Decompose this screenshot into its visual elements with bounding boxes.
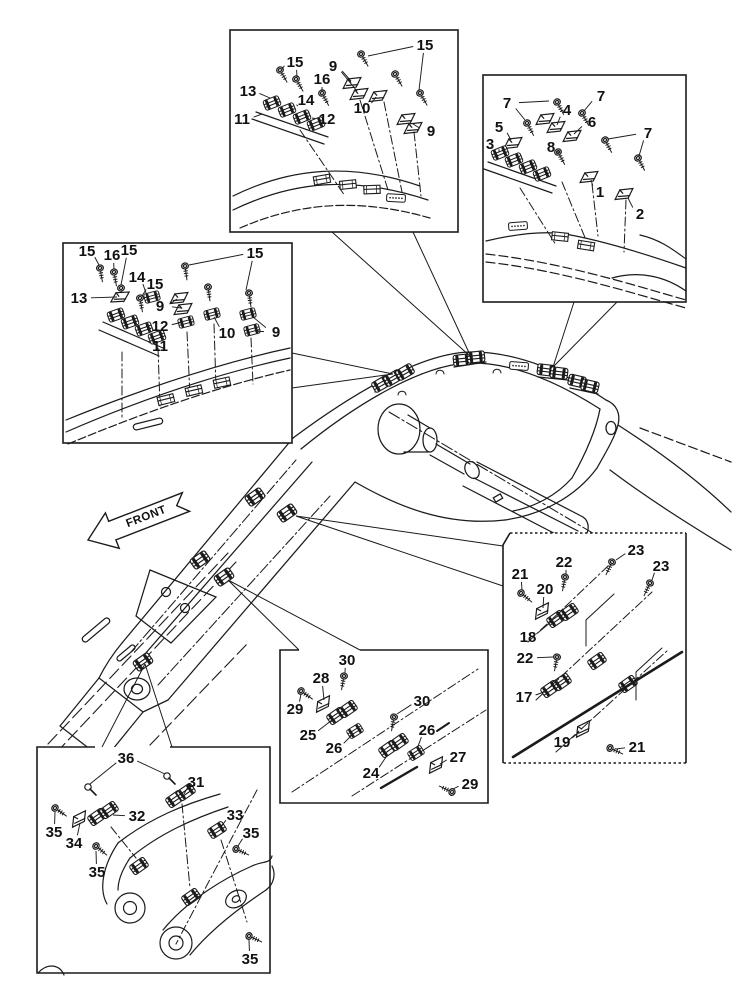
callout-box-bottom-left-34: 34 bbox=[65, 835, 83, 852]
callout-box-mid-left-15: 15 bbox=[120, 242, 138, 259]
callout-box-bottom-right-22: 22 bbox=[555, 554, 573, 571]
callout-box-bottom-right-18: 18 bbox=[519, 629, 537, 646]
callout-box-top-left-9: 9 bbox=[328, 58, 338, 75]
callout-box-bottom-right-21: 21 bbox=[628, 739, 646, 756]
boom-foot-bracket bbox=[81, 570, 216, 712]
callout-box-bottom-right-23: 23 bbox=[652, 558, 670, 575]
callout-box-mid-left-15: 15 bbox=[246, 245, 264, 262]
callout-box-mid-left-9: 9 bbox=[271, 324, 281, 341]
callout-box-top-left-15: 15 bbox=[416, 37, 434, 54]
callout-box-top-right-7: 7 bbox=[596, 88, 606, 105]
callout-box-bottom-right-22: 22 bbox=[516, 650, 534, 667]
callout-box-bottom-left-35: 35 bbox=[241, 951, 259, 968]
callout-box-mid-left-14: 14 bbox=[128, 269, 146, 286]
arm-section bbox=[610, 425, 731, 550]
callout-box-bottom-left-35: 35 bbox=[242, 825, 260, 842]
callout-box-bottom-center-29: 29 bbox=[461, 776, 479, 793]
callout-box-bottom-left-31: 31 bbox=[187, 774, 205, 791]
callout-box-top-left-10: 10 bbox=[353, 100, 371, 117]
front-direction-arrow bbox=[88, 493, 190, 549]
callout-box-mid-left-16: 16 bbox=[103, 247, 121, 264]
boom-top-clamps bbox=[371, 351, 600, 394]
callout-box-top-left-14: 14 bbox=[297, 92, 315, 109]
callout-box-bottom-left-35: 35 bbox=[45, 824, 63, 841]
callout-box-top-left-11: 11 bbox=[234, 111, 250, 128]
callout-box-bottom-left-35: 35 bbox=[88, 864, 106, 881]
callout-box-bottom-left-33: 33 bbox=[226, 807, 244, 824]
callout-box-mid-left-15: 15 bbox=[78, 243, 96, 260]
callout-leader-21 bbox=[522, 582, 523, 590]
callout-box-bottom-center-27: 27 bbox=[449, 749, 467, 766]
callout-box-top-left-12: 12 bbox=[318, 111, 336, 128]
callout-leader-12 bbox=[312, 118, 315, 119]
callout-box-top-left-16: 16 bbox=[313, 71, 331, 88]
callout-box-bottom-center-28: 28 bbox=[312, 670, 330, 687]
callout-box-top-right-7: 7 bbox=[502, 95, 512, 112]
callout-box-bottom-center-24: 24 bbox=[362, 765, 380, 782]
callout-box-bottom-left-36: 36 bbox=[117, 750, 135, 767]
callout-box-top-right-6: 6 bbox=[587, 114, 597, 131]
callout-box-bottom-right-23: 23 bbox=[627, 542, 645, 559]
box-bottom-left bbox=[37, 747, 270, 973]
callout-box-top-right-5: 5 bbox=[494, 119, 504, 136]
callout-box-mid-left-10: 10 bbox=[218, 325, 236, 342]
callout-leader-9 bbox=[255, 331, 264, 332]
callout-box-top-right-2: 2 bbox=[635, 206, 645, 223]
callout-box-bottom-right-17: 17 bbox=[515, 689, 533, 706]
box-top-left bbox=[230, 30, 458, 232]
callout-box-bottom-right-20: 20 bbox=[536, 581, 554, 598]
callout-box-mid-left-15: 15 bbox=[146, 276, 164, 293]
callout-box-top-right-8: 8 bbox=[546, 139, 556, 156]
callout-box-top-right-4: 4 bbox=[562, 102, 572, 119]
callout-box-bottom-left-32: 32 bbox=[128, 808, 146, 825]
callout-box-bottom-right-21: 21 bbox=[511, 566, 529, 583]
callout-box-top-right-3: 3 bbox=[485, 136, 495, 153]
box-mid-left bbox=[63, 243, 292, 443]
callout-box-top-right-7: 7 bbox=[643, 125, 653, 142]
callout-box-bottom-right-19: 19 bbox=[553, 734, 571, 751]
callout-box-mid-left-11: 11 bbox=[152, 338, 168, 355]
callout-box-bottom-center-29: 29 bbox=[286, 701, 304, 718]
callout-box-bottom-center-30: 30 bbox=[338, 652, 356, 669]
callout-box-top-left-15: 15 bbox=[286, 54, 304, 71]
callout-box-bottom-center-30: 30 bbox=[413, 693, 431, 710]
callout-box-bottom-center-25: 25 bbox=[299, 727, 317, 744]
boom-tip-hole bbox=[606, 422, 616, 435]
callout-box-mid-left-12: 12 bbox=[151, 318, 169, 335]
callout-box-top-right-1: 1 bbox=[595, 184, 605, 201]
callout-box-mid-left-9: 9 bbox=[155, 298, 165, 315]
callout-box-bottom-center-26: 26 bbox=[325, 740, 343, 757]
callout-box-top-left-9: 9 bbox=[426, 123, 436, 140]
front-label: FRONT bbox=[124, 503, 169, 531]
callout-box-bottom-center-26: 26 bbox=[418, 722, 436, 739]
callout-box-top-left-13: 13 bbox=[239, 83, 257, 100]
box-top-right bbox=[483, 75, 686, 302]
callout-box-mid-left-13: 13 bbox=[70, 290, 88, 307]
